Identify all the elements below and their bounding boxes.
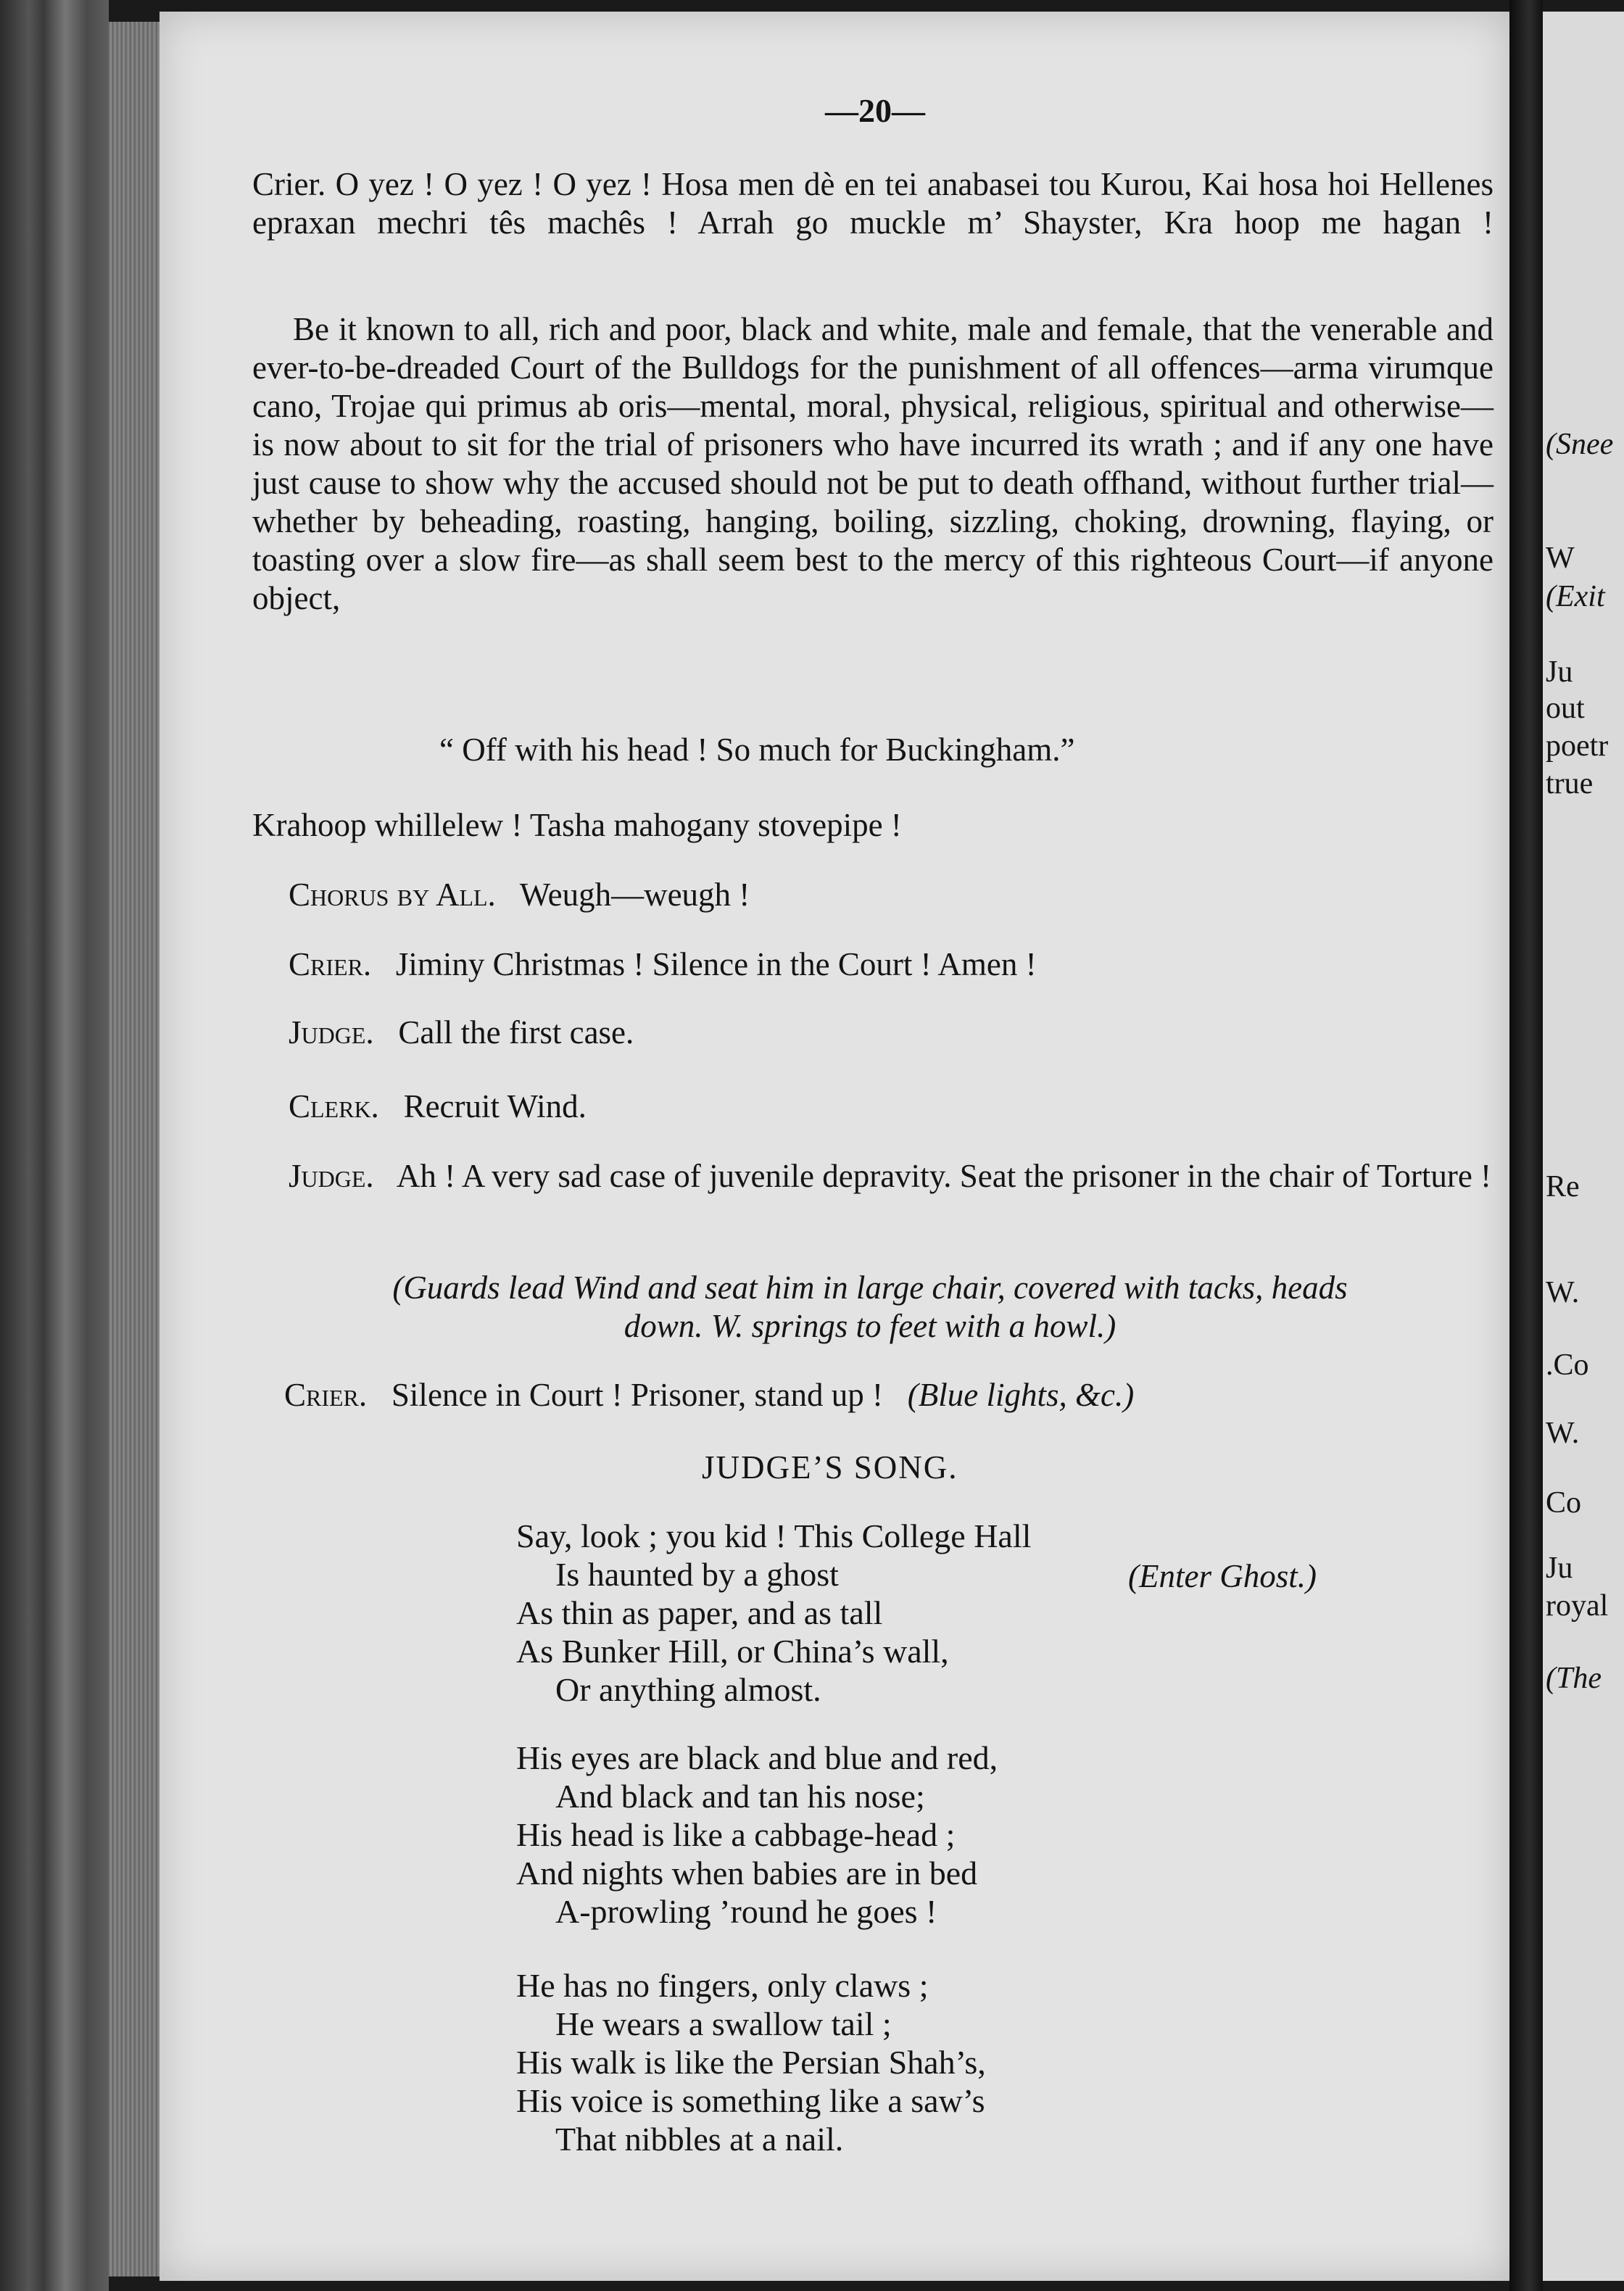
adjacent-fragment: royal — [1546, 1589, 1609, 1623]
verse-line: Say, look ; you kid ! This College Hall — [516, 1517, 1032, 1554]
verse-line: Or anything almost. — [555, 1671, 821, 1708]
adjacent-fragment: W. — [1546, 1417, 1580, 1450]
verse-line: That nibbles at a nail. — [555, 2121, 844, 2158]
enter-ghost-direction: (Enter Ghost.) — [1128, 1558, 1317, 1594]
dialogue-line — [289, 945, 1037, 984]
adjacent-fragment: W — [1546, 542, 1575, 575]
krahoop-line: Krahoop whillelew ! Tasha mahogany stovepipe ! — [252, 807, 902, 843]
stage-direction-line: down. W. springs to feet with a howl.) — [624, 1308, 1116, 1344]
verse-line: As Bunker Hill, or China’s wall, — [516, 1633, 949, 1670]
adjacent-fragment: (The — [1546, 1662, 1602, 1695]
adjacent-fragment: true — [1546, 767, 1594, 800]
speaker-name: Crier. — [289, 946, 372, 982]
dialogue-line — [289, 876, 750, 914]
speaker-name: Crier. — [284, 1377, 368, 1413]
proclamation-paragraph: Be it known to all, rich and poor, black and white, male and female, that the venerable and ever-to-be-dreaded Court of the Bulldogs for the punishment of all offences—arma virumque cano, Trojae qui primus ab oris—mental, moral, physical, religious, spiritual and otherwise—is now about to sit for the trial of prisoners who have incurred its wrath ; and if any one have just cause to show why the accused should not be put to death offhand, without further trial—whether by beheading, roasting, hanging, boiling, sizzling, choking, drowning, flaying, or toasting over a slow fire—as shall seem best to the mercy of this righteous Court—if anyone object, — [252, 311, 1494, 616]
adjacent-fragment: Ju — [1546, 1552, 1573, 1585]
adjacent-fragment: .Co — [1546, 1348, 1589, 1382]
speaker-name: Judge. — [289, 1014, 374, 1051]
adjacent-fragment: Re — [1546, 1170, 1580, 1204]
adjacent-fragment: W. — [1546, 1276, 1580, 1309]
dialogue-text: Call the first case. — [398, 1014, 634, 1051]
dialogue-line — [289, 1014, 634, 1052]
song-stanza — [516, 1739, 1386, 1931]
adjacent-fragment: (Exit — [1546, 580, 1605, 613]
verse-line: And nights when babies are in bed — [516, 1855, 978, 1892]
speaker-name: Clerk. — [289, 1088, 379, 1124]
book-gutter — [1509, 0, 1543, 2291]
verse-line: His voice is something like a saw’s — [516, 2082, 985, 2119]
verse-line: He has no fingers, only claws ; — [516, 1967, 929, 2004]
book-left-edge — [0, 0, 109, 2291]
stage-direction-inline: (Blue lights, &c.) — [907, 1377, 1135, 1413]
dialogue-text: Jiminy Christmas ! Silence in the Court ! Amen ! — [395, 946, 1037, 982]
speaker-name: Chorus by All. — [289, 877, 496, 913]
song-stanza — [516, 1517, 1386, 1709]
verse-line: He wears a swallow tail ; — [555, 2005, 892, 2042]
dialogue-text: Weugh—weugh ! — [519, 877, 750, 913]
verse-line: His walk is like the Persian Shah’s, — [516, 2044, 986, 2081]
adjacent-fragment: (Snee — [1546, 428, 1614, 461]
verse-line: As thin as paper, and as tall — [516, 1594, 883, 1631]
crier-opening-paragraph: Crier. O yez ! O yez ! O yez ! Hosa men dè en tei anabasei tou Kurou, Kai hosa hoi Hellenes epraxan mechri tês machês ! Arrah go muckle m’ Shayster, Kra hoop me hagan ! — [252, 166, 1494, 241]
verse-line: His eyes are black and blue and red, — [516, 1739, 998, 1776]
verse-line: A-prowling ’round he goes ! — [555, 1893, 937, 1930]
verse-line: Is haunted by a ghost — [555, 1556, 839, 1593]
adjacent-page — [1543, 12, 1624, 2281]
adjacent-fragment: poetr — [1546, 729, 1609, 763]
page-number: —20— — [825, 92, 925, 129]
dialogue-paragraph — [252, 1157, 1494, 1196]
dialogue-line — [289, 1088, 587, 1126]
dialogue-text: Silence in Court ! Prisoner, stand up ! — [391, 1377, 884, 1413]
dialogue-text: Ah ! A very sad case of juvenile depravity. Seat the prisoner in the chair of Torture ! — [396, 1158, 1492, 1194]
song-stanza — [516, 1966, 1386, 2158]
adjacent-fragment: out — [1546, 692, 1585, 725]
verse-line: His head is like a cabbage-head ; — [516, 1816, 956, 1853]
dialogue-text: Recruit Wind. — [403, 1088, 587, 1124]
adjacent-fragment: Co — [1546, 1486, 1582, 1520]
page-stack-edge — [109, 22, 160, 2276]
song-title: JUDGE’S SONG. — [702, 1449, 958, 1486]
stage-direction-line: (Guards lead Wind and seat him in large chair, covered with tacks, heads — [392, 1269, 1348, 1306]
buckingham-quote: “ Off with his head ! So much for Buckingham.” — [439, 732, 1075, 768]
speaker-name: Judge. — [289, 1158, 374, 1194]
adjacent-fragment: Ju — [1546, 655, 1573, 689]
crier-silence-line — [284, 1376, 1134, 1414]
verse-line: And black and tan his nose; — [555, 1778, 925, 1815]
